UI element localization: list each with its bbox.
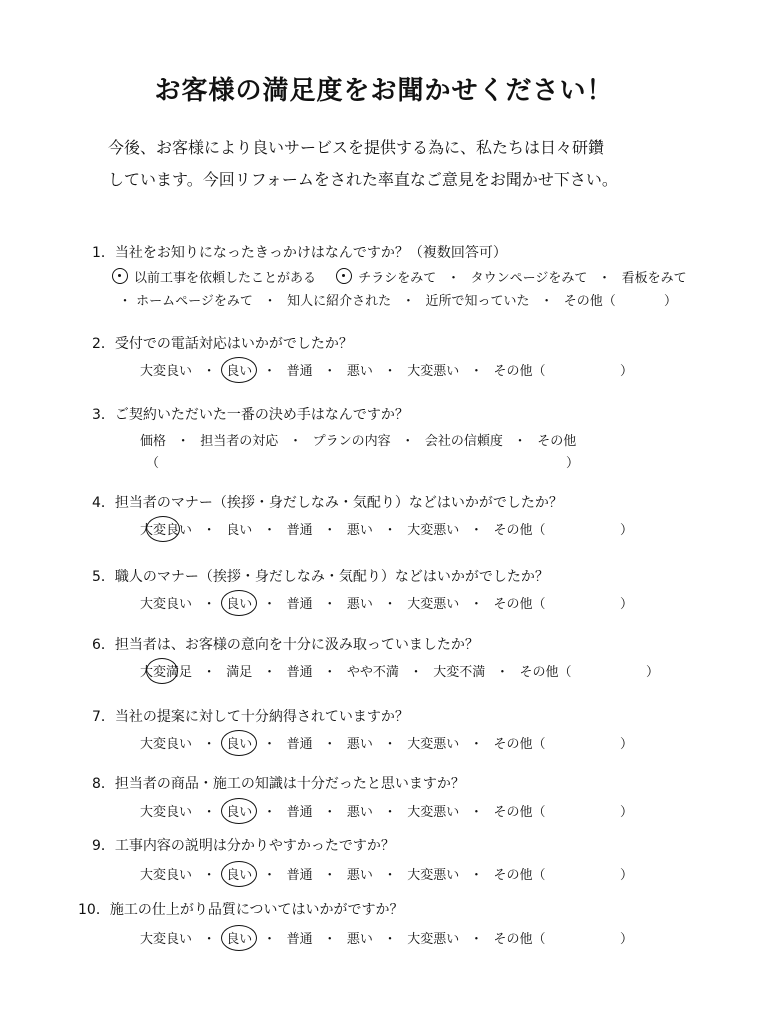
selection-circle [146,516,180,542]
question-3: 3．ご契約いただいた一番の決め手はなんですか？ [92,407,409,423]
separator: ・ [202,523,216,538]
q8-option-good[interactable] [226,801,252,820]
separator: ・ [288,434,302,449]
separator: ・ [469,523,483,538]
q7-scale [140,733,546,752]
q9-option-very-good[interactable]: 大変良い [140,868,193,883]
q2-option-other[interactable]: その他（ [493,364,546,379]
separator: ・ [469,364,483,379]
separator: ・ [262,868,276,883]
q10-option-normal[interactable]: 普通 [286,932,313,947]
q1-option-homepage[interactable]: ホームページをみて [136,294,253,309]
checked-mark-icon [112,268,128,284]
q4-option-normal[interactable]: 普通 [286,523,313,538]
q4-other-close: ） [620,523,634,538]
q2-scale [140,360,546,379]
q7-option-very-bad[interactable]: 大変悪い [407,737,460,752]
q2-option-bad[interactable]: 悪い [346,364,373,379]
q9-option-bad[interactable]: 悪い [346,868,373,883]
question-4: 4．担当者のマナー（挨拶・身だしなみ・気配り）などはいかがでしたか？ [92,495,563,511]
selection-circle [146,658,178,684]
q10-option-bad[interactable]: 悪い [346,932,373,947]
separator: ・ [469,805,483,820]
q6-other-close: ） [646,665,660,680]
option-label: 良い [226,364,253,379]
separator: ・ [323,364,337,379]
selection-circle [221,861,257,887]
q1-option-neighborhood[interactable]: 近所で知っていた [425,294,530,309]
option-label: 大変満足 [140,665,193,680]
q10-option-very-good[interactable]: 大変良い [140,932,193,947]
q1-option-townpage[interactable]: タウンページをみて [470,271,588,286]
q5-option-very-bad[interactable]: 大変悪い [407,597,460,612]
separator: ・ [323,805,337,820]
q4-option-bad[interactable]: 悪い [346,523,373,538]
q8-option-very-bad[interactable]: 大変悪い [407,805,460,820]
q1-option-other[interactable]: その他（ [563,294,616,309]
q10-option-good[interactable] [226,928,252,947]
separator: ・ [262,932,276,947]
option-label: 良い [226,932,253,947]
separator: ・ [495,665,509,680]
q9-option-good[interactable] [226,864,252,883]
q6-option-other[interactable]: その他（ [519,665,572,680]
q6-option-somewhat-dissatisfied[interactable]: やや不満 [346,665,399,680]
question-9: 9．工事内容の説明は分かりやすかったですか？ [92,838,395,854]
option-label: 良い [226,805,253,820]
q3-option-staff-response[interactable]: 担当者の対応 [200,434,279,449]
q5-scale [140,593,546,612]
q8-scale [140,801,546,820]
q8-option-bad[interactable]: 悪い [346,805,373,820]
question-1: 1．当社をお知りになったきっかけはなんですか？（複数回答可） [92,245,507,261]
question-6: 6．担当者は、お客様の意向を十分に汲み取っていましたか？ [92,637,479,653]
separator: ・ [262,597,276,612]
separator: ・ [202,364,216,379]
q7-other-close: ） [620,737,634,752]
q4-option-good[interactable]: 良い [226,523,253,538]
q9-scale [140,864,546,883]
separator: ・ [263,294,277,309]
separator: ・ [202,868,216,883]
separator: ・ [176,434,190,449]
q6-option-very-satisfied[interactable] [140,661,192,680]
q7-option-normal[interactable]: 普通 [286,737,313,752]
q5-option-normal[interactable]: 普通 [286,597,313,612]
separator: ・ [383,932,397,947]
q2-option-very-bad[interactable]: 大変悪い [407,364,460,379]
q6-scale [140,661,572,680]
checked-mark-icon [336,268,352,284]
separator: ・ [383,364,397,379]
separator: ・ [323,868,337,883]
option-label: 良い [226,737,253,752]
q5-option-very-good[interactable]: 大変良い [140,597,193,612]
q9-option-other[interactable]: その他（ [493,868,546,883]
separator: ・ [202,665,216,680]
separator: ・ [469,597,483,612]
q1-option-flyer[interactable]: チラシをみて [358,271,437,286]
q7-option-other[interactable]: その他（ [493,737,546,752]
q6-option-satisfied[interactable]: 満足 [226,665,253,680]
separator: ・ [323,932,337,947]
separator: ・ [540,294,554,309]
separator: ・ [446,271,460,286]
separator: ・ [383,597,397,612]
selection-circle [221,798,257,824]
separator: ・ [262,665,276,680]
separator: ・ [118,294,132,309]
separator: ・ [597,271,611,286]
q3-other-open: （ [146,456,160,471]
q3-option-other[interactable]: その他 [537,434,577,449]
option-label: 大変良い [140,523,193,538]
separator: ・ [383,523,397,538]
q4-option-other[interactable]: その他（ [493,523,546,538]
q1-other-close: ） [664,294,678,309]
selection-circle [221,590,257,616]
separator: ・ [202,597,216,612]
separator: ・ [262,364,276,379]
q2-option-normal[interactable]: 普通 [286,364,313,379]
q5-option-bad[interactable]: 悪い [346,597,373,612]
question-8: 8．担当者の商品・施工の知識は十分だったと思いますか？ [92,776,465,792]
separator: ・ [323,665,337,680]
separator: ・ [202,932,216,947]
survey-title: お客様の満足度をお聞かせください！ [154,76,614,106]
separator: ・ [323,523,337,538]
q10-option-other[interactable]: その他（ [493,932,546,947]
separator: ・ [323,737,337,752]
q9-other-close: ） [620,868,634,883]
q1-option-referral[interactable]: 知人に紹介された [287,294,392,309]
q6-option-normal[interactable]: 普通 [286,665,313,680]
separator: ・ [262,737,276,752]
separator: ・ [323,597,337,612]
q10-scale [140,928,546,947]
q9-option-very-bad[interactable]: 大変悪い [407,868,460,883]
separator: ・ [409,665,423,680]
q3-option-price[interactable]: 価格 [140,434,167,449]
q3-other-close: ） [566,456,580,471]
intro-line-1: 今後、お客様により良いサービスを提供する為に、私たちは日々研鑽 [108,138,605,157]
separator: ・ [262,805,276,820]
q2-option-very-good[interactable]: 大変良い [140,364,193,379]
q5-other-close: ） [620,597,634,612]
q1-option-previous-work[interactable]: 以前工事を依頼したことがある [134,271,317,286]
separator: ・ [262,523,276,538]
q4-scale [140,519,546,538]
q4-option-very-good[interactable] [140,519,192,538]
q8-option-very-good[interactable]: 大変良い [140,805,193,820]
intro-line-2: しています。今回リフォームをされた率直なご意見をお聞かせ下さい。 [108,170,618,189]
separator: ・ [202,805,216,820]
q5-option-good[interactable] [226,593,252,612]
intro-text [108,132,618,196]
separator: ・ [469,932,483,947]
q1-options-row-1 [112,267,687,286]
selection-circle [221,357,257,383]
q7-option-bad[interactable]: 悪い [346,737,373,752]
q3-option-plan[interactable]: プランの内容 [312,434,391,449]
q4-option-very-bad[interactable]: 大変悪い [407,523,460,538]
q1-options-row-2 [118,290,616,309]
q6-option-very-dissatisfied[interactable]: 大変不満 [433,665,486,680]
q7-option-very-good[interactable]: 大変良い [140,737,193,752]
q10-option-very-bad[interactable]: 大変悪い [407,932,460,947]
q9-option-normal[interactable]: 普通 [286,868,313,883]
q3-options [140,430,576,449]
separator: ・ [513,434,527,449]
question-7: 7．当社の提案に対して十分納得されていますか？ [92,709,409,725]
q10-other-close: ） [620,932,634,947]
separator: ・ [401,294,415,309]
q3-option-trust[interactable]: 会社の信頼度 [424,434,503,449]
question-5: 5．職人のマナー（挨拶・身だしなみ・気配り）などはいかがでしたか？ [92,569,549,585]
selection-circle [221,730,257,756]
q8-option-normal[interactable]: 普通 [286,805,313,820]
q2-other-close: ） [620,364,634,379]
q1-option-signboard[interactable]: 看板をみて [621,271,687,286]
separator: ・ [469,868,483,883]
separator: ・ [469,737,483,752]
q2-option-good[interactable] [226,360,252,379]
question-10: 10．施工の仕上がり品質についてはいかがですか？ [78,902,404,918]
q8-other-close: ） [620,805,634,820]
separator: ・ [383,805,397,820]
q8-option-other[interactable]: その他（ [493,805,546,820]
selection-circle [221,925,257,951]
q7-option-good[interactable] [226,733,252,752]
option-label: 良い [226,597,253,612]
separator: ・ [383,868,397,883]
q5-option-other[interactable]: その他（ [493,597,546,612]
separator: ・ [401,434,415,449]
separator: ・ [202,737,216,752]
option-label: 良い [226,868,253,883]
question-2: 2．受付での電話対応はいかがでしたか？ [92,336,353,352]
separator: ・ [383,737,397,752]
